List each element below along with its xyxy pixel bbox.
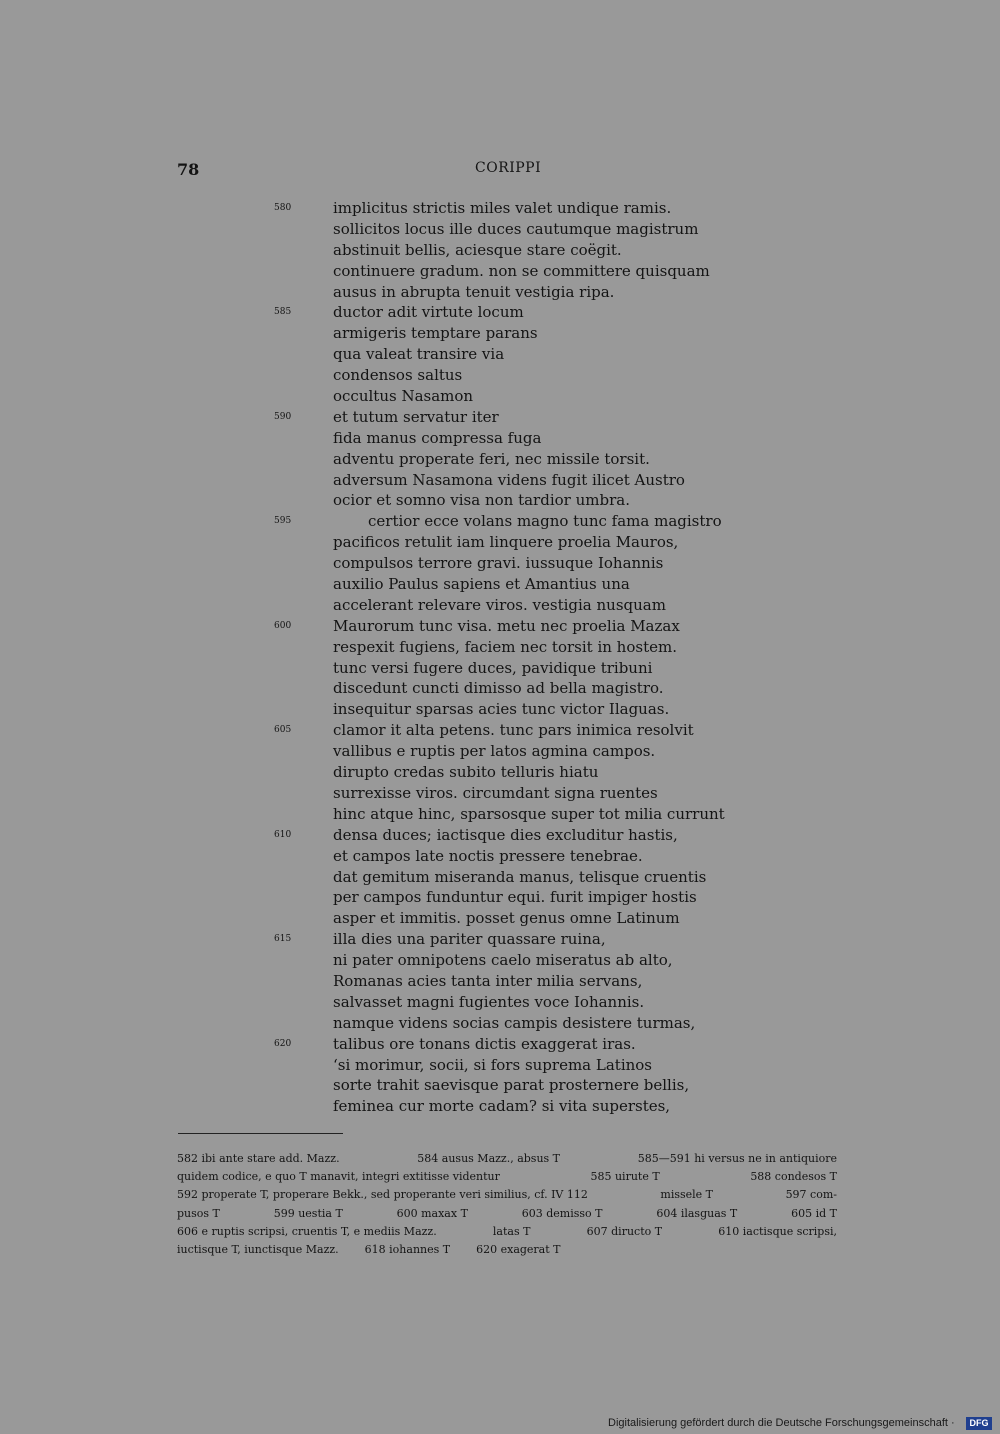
- footnotes: [177, 1150, 837, 1259]
- verse-text: respexit fugiens, faciem nec torsit in hostem.: [333, 637, 677, 656]
- verse-line: [0, 554, 1000, 575]
- footnote-entry: 597 com-: [785, 1188, 837, 1202]
- verse-line: [0, 909, 1000, 930]
- footnote-rule: [178, 1133, 343, 1134]
- line-number: 615: [274, 934, 292, 945]
- verse-line: [0, 491, 1000, 512]
- verse-text: feminea cur morte cadam? si vita superstes,: [333, 1097, 671, 1116]
- footnote-entry: 620 exagerat T: [476, 1243, 561, 1257]
- verse-text: tunc versi fugere duces, pavidique tribuni: [333, 658, 653, 677]
- verse-text: ‘si morimur, socii, si fors suprema Latinos: [333, 1055, 652, 1074]
- verse-line: [0, 283, 1000, 304]
- verse-line: [0, 868, 1000, 889]
- footnote-line: [177, 1186, 837, 1204]
- verse-text: talibus ore tonans dictis exaggerat iras.: [333, 1034, 636, 1053]
- verse-text: implicitus strictis miles valet undique ramis.: [333, 199, 672, 217]
- footnote-line: [177, 1223, 837, 1241]
- verse-text: discedunt cuncti dimisso ad bella magistro.: [333, 679, 664, 698]
- verse-line: [0, 826, 1000, 847]
- verse-line: [0, 930, 1000, 951]
- verse-line: [0, 1097, 1000, 1118]
- verse-text: continuere gradum. non se committere quisquam: [333, 261, 710, 280]
- verse-line: [0, 366, 1000, 387]
- verse-line: [0, 784, 1000, 805]
- verse-text: vallibus e ruptis per latos agmina campos.: [333, 742, 656, 761]
- verse-text: asper et immitis. posset genus omne Latinum: [333, 909, 680, 928]
- verse-block: [0, 199, 1000, 1118]
- footnote-entry: 582 ibi ante stare add. Mazz.: [177, 1152, 340, 1165]
- verse-line: [0, 199, 1000, 220]
- footnote-entry: 607 diructo T: [586, 1224, 663, 1238]
- line-number: 610: [274, 829, 292, 840]
- verse-text: accelerant relevare viros. vestigia nusquam: [333, 595, 666, 614]
- verse-line: [0, 387, 1000, 408]
- verse-text: sorte trahit saevisque parat prosternere bellis,: [333, 1076, 690, 1095]
- verse-text: per campos funduntur equi. furit impiger hostis: [333, 888, 697, 907]
- verse-text: adversum Nasamona videns fugit ilicet Austro: [333, 470, 685, 489]
- verse-text: condensos saltus: [333, 366, 463, 385]
- footnote-entry: 588 condesos T: [750, 1170, 837, 1184]
- verse-line: [0, 220, 1000, 241]
- footnote-entry: 618 iohannes T: [364, 1243, 451, 1257]
- verse-text: ocior et somno visa non tardior umbra.: [333, 491, 630, 510]
- line-number: 605: [274, 725, 292, 736]
- footnote-entry: 610 iactisque scripsi,: [718, 1224, 837, 1238]
- verse-text: salvasset magni fugientes voce Iohannis.: [333, 992, 645, 1011]
- verse-line: [0, 408, 1000, 429]
- line-number: 590: [274, 411, 292, 422]
- verse-line: [0, 533, 1000, 554]
- verse-line: [0, 805, 1000, 826]
- verse-text: surrexisse viros. circumdant signa ruentes: [333, 783, 658, 802]
- verse-line: [0, 763, 1000, 784]
- footnote-entry: 605 id T: [791, 1206, 837, 1220]
- footnote-entry: 585—591 hi versus ne in antiquiore: [637, 1152, 837, 1165]
- verse-line: [0, 512, 1000, 533]
- verse-text: qua valeat transire via: [333, 345, 505, 364]
- footnote-line: [177, 1150, 837, 1168]
- verse-text: certior ecce volans magno tunc fama magistro: [368, 512, 722, 531]
- footnote-line: [177, 1241, 837, 1259]
- verse-line: [0, 324, 1000, 345]
- verse-line: [0, 993, 1000, 1014]
- verse-text: et campos late noctis pressere tenebrae.: [333, 846, 643, 865]
- footnote-line: [177, 1168, 837, 1186]
- footnote-entry: missele T: [660, 1188, 714, 1202]
- verse-line: [0, 450, 1000, 471]
- verse-line: [0, 241, 1000, 262]
- verse-text: namque videns socias campis desistere turmas,: [333, 1013, 696, 1032]
- footnote-entry: 585 uirute T: [590, 1170, 660, 1184]
- verse-line: [0, 951, 1000, 972]
- verse-text: auxilio Paulus sapiens et Amantius una: [333, 575, 630, 594]
- verse-text: ductor adit virtute locum: [333, 303, 524, 322]
- line-number: 620: [274, 1038, 292, 1049]
- verse-text: fida manus compressa fuga: [333, 428, 542, 447]
- footnote-entry: iuctisque T, iunctisque Mazz.: [177, 1243, 339, 1257]
- verse-line: [0, 596, 1000, 617]
- verse-text: sollicitos locus ille duces cautumque magistrum: [333, 219, 699, 238]
- footnote-entry: 603 demisso T: [521, 1206, 603, 1220]
- verse-line: [0, 303, 1000, 324]
- verse-line: [0, 888, 1000, 909]
- verse-text: compulsos terrore gravi. iussuque Iohannis: [333, 554, 664, 573]
- verse-line: [0, 1076, 1000, 1097]
- dfg-banner: Digitalisierung gefördert durch die Deutsche Forschungsgemeinschaft ·: [608, 1417, 955, 1429]
- verse-text: ni pater omnipotens caelo miseratus ab alto,: [333, 951, 673, 970]
- verse-text: Romanas acies tanta inter milia servans,: [333, 971, 643, 990]
- footnote-entry: latas T: [492, 1224, 531, 1238]
- footnote-entry: 592 properate T, properare Bekk., sed properante veri similius, cf. IV 112: [177, 1188, 588, 1202]
- page-number: 78: [177, 160, 200, 179]
- verse-line: [0, 847, 1000, 868]
- verse-text: adventu properate feri, nec missile torsit.: [333, 449, 650, 468]
- dfg-logo-icon: DFG: [966, 1417, 992, 1430]
- verse-text: Maurorum tunc visa. metu nec proelia Mazax: [333, 616, 680, 635]
- verse-line: [0, 1014, 1000, 1035]
- footnote-line: [177, 1205, 837, 1223]
- verse-text: et tutum servatur iter: [333, 407, 499, 426]
- verse-line: [0, 617, 1000, 638]
- verse-text: abstinuit bellis, aciesque stare coëgit.: [333, 240, 622, 259]
- verse-text: densa duces; iactisque dies excluditur hastis,: [333, 825, 678, 844]
- line-number: 595: [274, 516, 292, 527]
- verse-line: [0, 262, 1000, 283]
- footnote-entry: 584 ausus Mazz., absus T: [417, 1152, 561, 1165]
- verse-line: [0, 575, 1000, 596]
- verse-line: [0, 638, 1000, 659]
- footnote-entry: 599 uestia T: [273, 1206, 343, 1220]
- verse-line: [0, 429, 1000, 450]
- verse-text: ausus in abrupta tenuit vestigia ripa.: [333, 282, 615, 301]
- verse-line: [0, 1035, 1000, 1056]
- footnote-entry: quidem codice, e quo T manavit, integri extitisse videntur: [177, 1170, 500, 1184]
- verse-text: clamor it alta petens. tunc pars inimica resolvit: [333, 721, 694, 740]
- verse-line: [0, 742, 1000, 763]
- running-head: CORIPPI: [475, 160, 542, 176]
- verse-line: [0, 1056, 1000, 1077]
- verse-text: insequitur sparsas acies tunc victor Ilaguas.: [333, 700, 670, 719]
- verse-text: occultus Nasamon: [333, 387, 474, 406]
- verse-line: [0, 679, 1000, 700]
- verse-text: hinc atque hinc, sparsosque super tot milia currunt: [333, 804, 725, 823]
- verse-text: pacificos retulit iam linquere proelia Mauros,: [333, 533, 679, 552]
- verse-text: dirupto credas subito telluris hiatu: [333, 763, 599, 782]
- footnote-entry: 604 ilasguas T: [656, 1206, 738, 1220]
- verse-line: [0, 700, 1000, 721]
- verse-line: [0, 721, 1000, 742]
- verse-line: [0, 659, 1000, 680]
- footnote-entry: 606 e ruptis scripsi, cruentis T, e mediis Mazz.: [177, 1224, 437, 1238]
- verse-line: [0, 345, 1000, 366]
- verse-text: dat gemitum miseranda manus, telisque cruentis: [333, 867, 707, 886]
- line-number: 585: [274, 307, 292, 318]
- footnote-entry: 600 maxax T: [396, 1206, 468, 1220]
- verse-text: illa dies una pariter quassare ruina,: [333, 930, 606, 949]
- line-number: 600: [274, 620, 292, 631]
- verse-line: [0, 972, 1000, 993]
- verse-text: armigeris temptare parans: [333, 324, 538, 343]
- verse-line: [0, 471, 1000, 492]
- line-number: 580: [274, 203, 292, 213]
- footnote-entry: pusos T: [177, 1206, 220, 1220]
